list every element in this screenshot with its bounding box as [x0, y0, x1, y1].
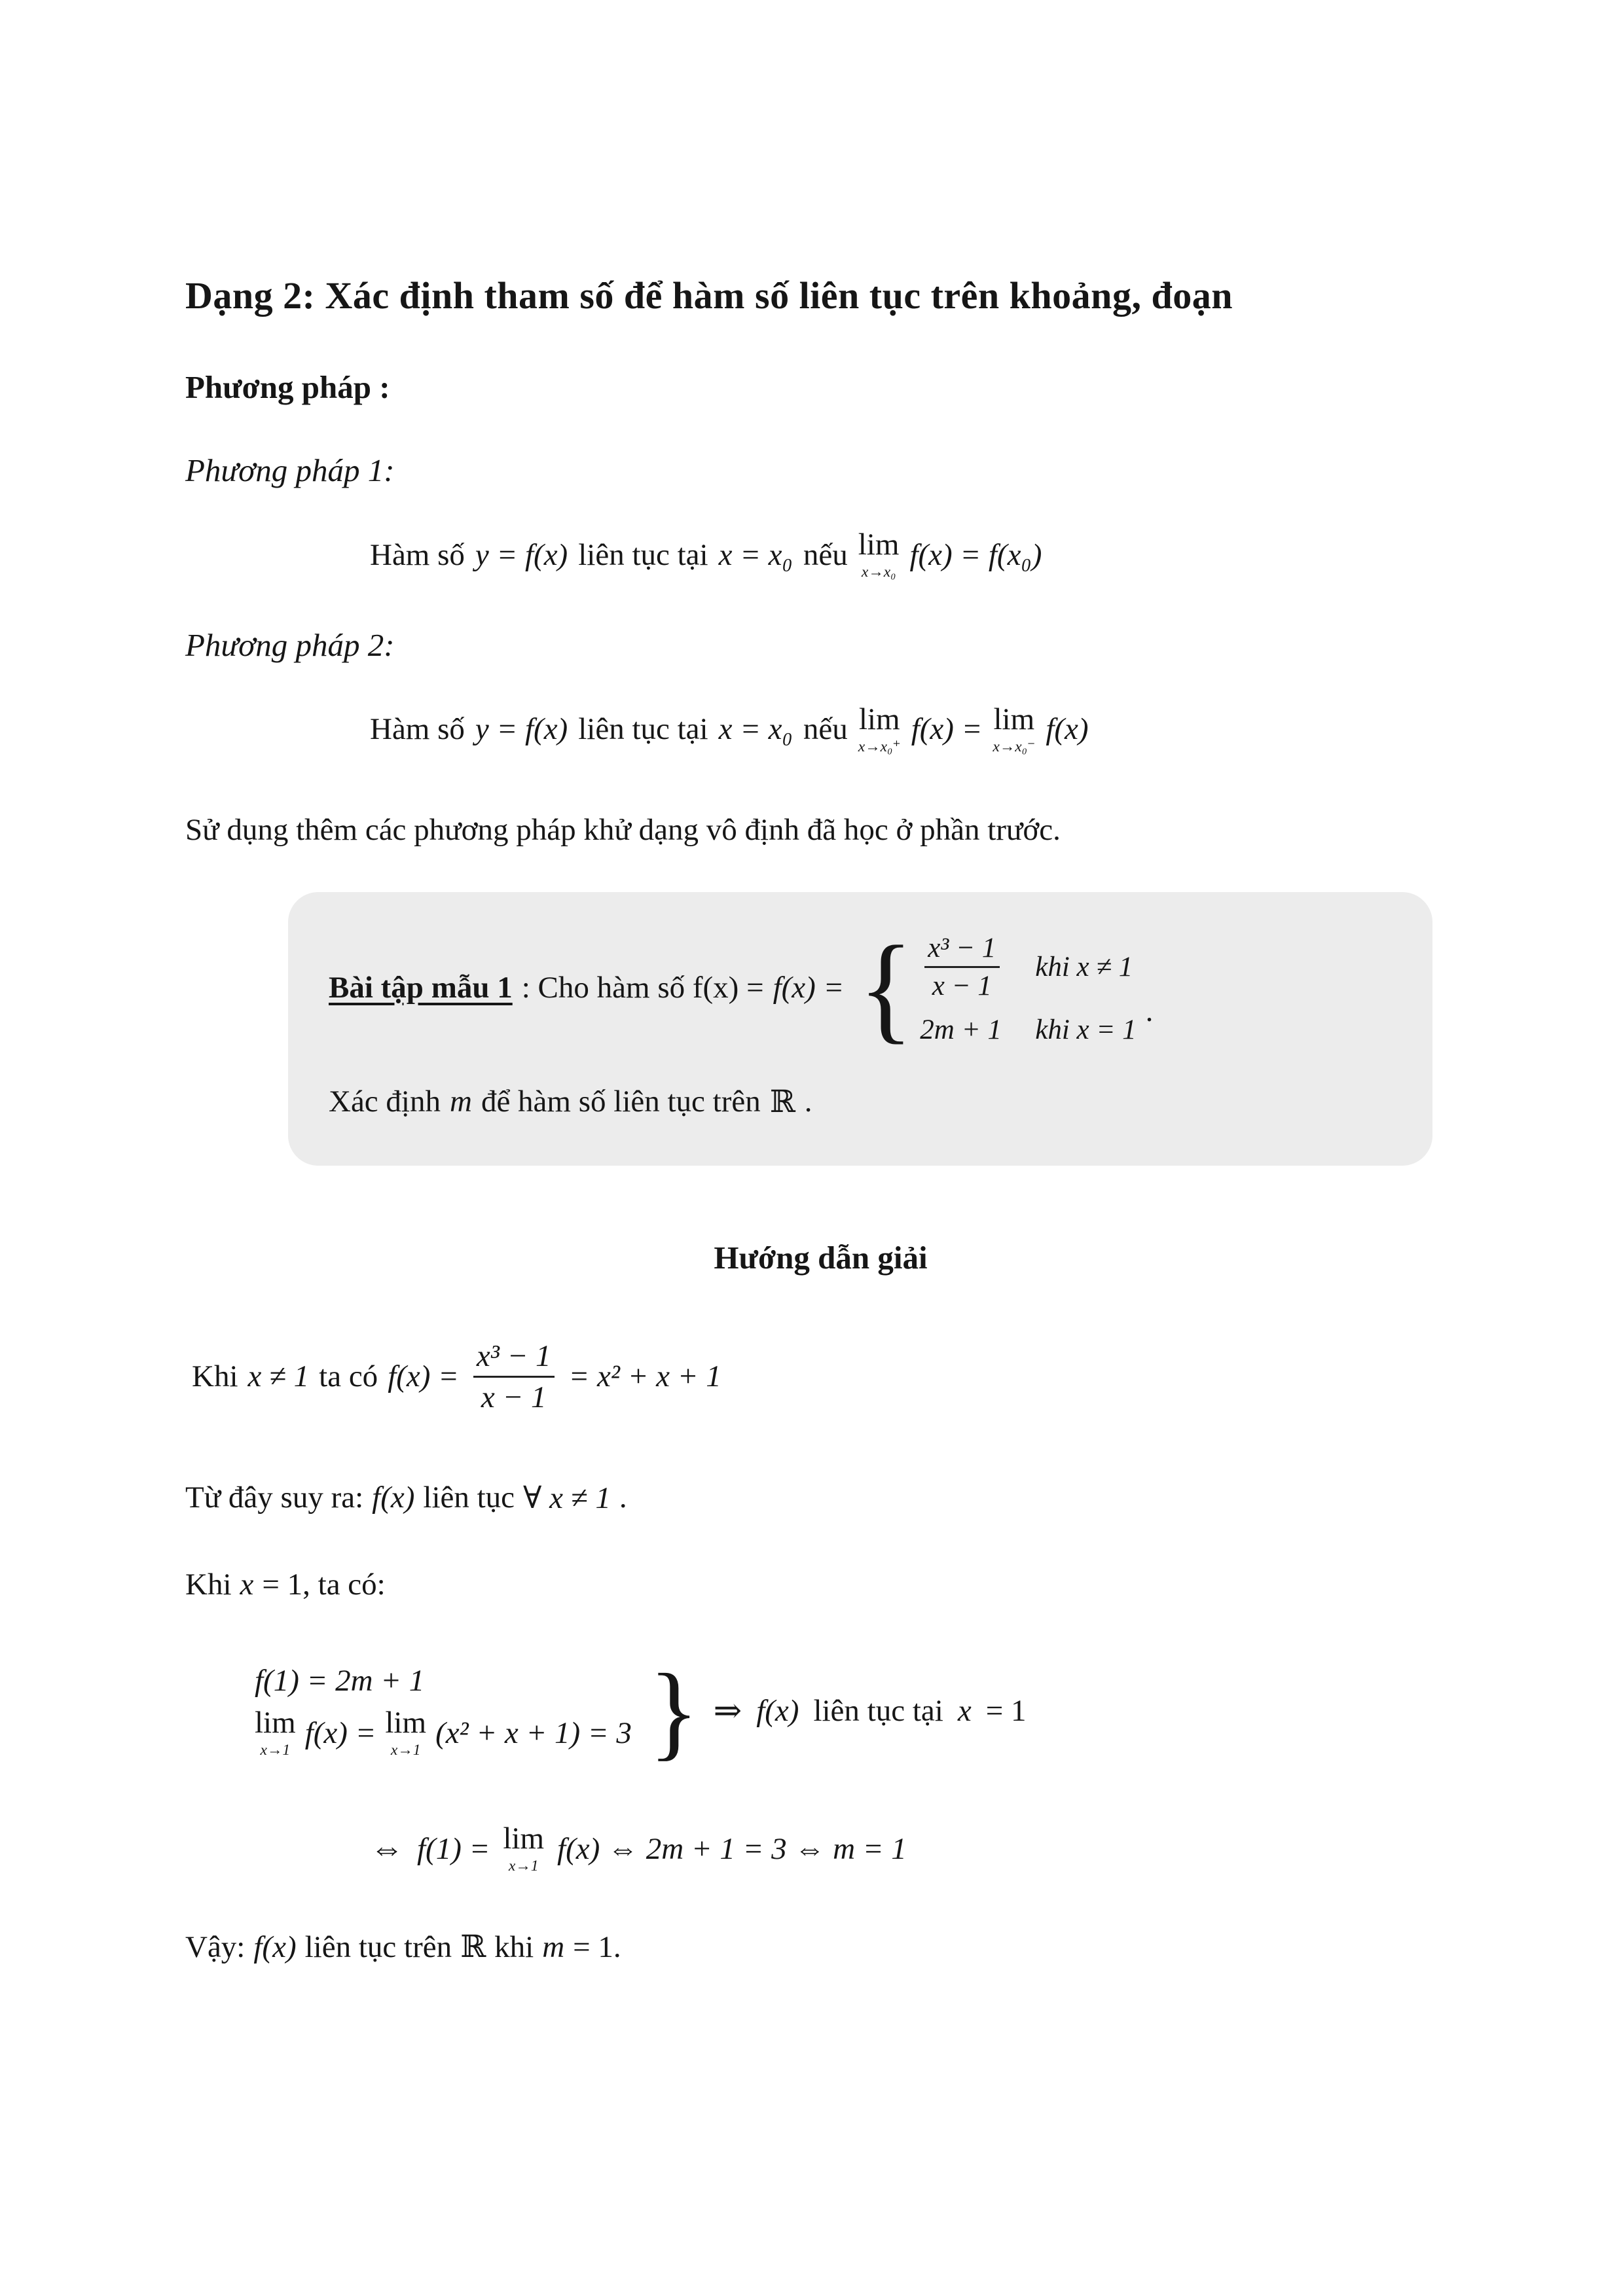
open-brace: { — [858, 921, 914, 1054]
math-fx-eq: f(x) = — [388, 1359, 459, 1394]
text-ta-co: = 1, ta có: — [262, 1567, 386, 1602]
math-yfx: y = f(x) — [475, 537, 568, 572]
method2-label: Phương pháp 2: — [185, 626, 395, 663]
limit-operator — [503, 1823, 544, 1874]
math-fx-eq: f(x) = — [773, 971, 845, 1005]
system-line-2 — [255, 1708, 632, 1759]
example-label: Bài tập mẫu 1 — [329, 971, 513, 1005]
fraction-numerator: x³ − 1 — [476, 1338, 551, 1373]
piecewise-rows — [920, 930, 1136, 1046]
fraction-numerator: x³ − 1 — [928, 933, 996, 963]
text-lien-tuc-tren: liên tục trên — [304, 1929, 452, 1964]
math-x-x0: x = x₀ — [718, 712, 793, 747]
system-equations — [255, 1663, 632, 1759]
limit-subscript: x→1 — [260, 1742, 291, 1759]
limit-subscript: x→x₀ — [861, 564, 896, 581]
math-forall: ∀ x ≠ 1 — [523, 1480, 611, 1515]
math-m: m — [542, 1929, 565, 1964]
limit-word: lim — [858, 702, 900, 736]
method-heading: Phương pháp : — [185, 369, 390, 405]
limit-word: lim — [503, 1821, 545, 1856]
text-ham-so: Hàm số — [370, 712, 465, 747]
fraction-denominator: x − 1 — [924, 966, 1000, 1004]
implies-arrow: ⇒ — [713, 1692, 742, 1730]
task-pre: Xác định — [329, 1085, 441, 1119]
note-text: Sử dụng thêm các phương pháp khử dạng vô định đã học ở phần trước. — [185, 813, 1061, 847]
limit-subscript: x→x₀⁺ — [858, 738, 901, 755]
case-condition-2: khi x = 1 — [1035, 1014, 1137, 1045]
math-yfx: y = f(x) — [475, 712, 568, 747]
math-m: m — [449, 1085, 472, 1119]
solution-line-2 — [185, 1480, 1456, 1516]
case-condition-1: khi x ≠ 1 — [1035, 952, 1133, 983]
math-x: x — [240, 1567, 254, 1602]
text-eq-1: = 1. — [573, 1929, 621, 1964]
sentence-period: . — [1145, 994, 1154, 1028]
example-statement — [329, 921, 1392, 1054]
text-neu: nếu — [803, 537, 848, 572]
limit-operator-right — [858, 704, 901, 755]
text-ta-co: ta có — [319, 1359, 378, 1394]
case-value-2: 2m + 1 — [920, 1014, 1002, 1045]
task-end: . — [804, 1085, 812, 1119]
text-lien-tuc-tai: liên tục tại — [578, 712, 708, 747]
limit-word: lim — [993, 702, 1035, 736]
limit-subscript: x→1 — [390, 1742, 421, 1759]
text-lien-tuc-tai: liên tục tại — [813, 1693, 943, 1728]
solution-line-1 — [192, 1336, 1456, 1417]
method1-label: Phương pháp 1: — [185, 452, 395, 488]
limit-operator — [858, 529, 900, 581]
solution-line-3 — [185, 1567, 1456, 1602]
math-x-x0: x = x₀ — [718, 537, 793, 572]
limit-word: lim — [385, 1706, 427, 1740]
math-x: x — [957, 1693, 972, 1728]
example-intro: : Cho hàm số f(x) = — [521, 971, 764, 1005]
limit-operator-left — [993, 704, 1035, 755]
equivalence-chain — [370, 1823, 1456, 1874]
system-line-1: f(1) = 2m + 1 — [255, 1664, 425, 1698]
text-neu: nếu — [803, 712, 848, 747]
task-mid: để hàm số liên tục trên — [481, 1085, 761, 1119]
sentence-period: . — [619, 1480, 627, 1515]
method1-formula — [370, 529, 1456, 581]
math-fx: f(x) — [372, 1480, 415, 1515]
text-khi: Khi — [192, 1359, 238, 1394]
limit-operator — [255, 1708, 296, 1759]
math-expansion: (x² + x + 1) = 3 — [435, 1715, 632, 1750]
math-simplified: = x² + x + 1 — [568, 1359, 721, 1394]
math-fx: f(x) — [1046, 712, 1089, 747]
limit-subscript: x→x₀⁻ — [993, 738, 1036, 755]
math-f1-eq: f(1) = — [417, 1831, 490, 1866]
text-khi: khi — [494, 1929, 534, 1964]
math-real-set: ℝ — [769, 1085, 795, 1119]
math-x-ne-1: x ≠ 1 — [247, 1359, 310, 1394]
limit-word: lim — [255, 1706, 296, 1740]
close-brace: } — [648, 1651, 699, 1770]
math-rhs: f(x) = f(x₀) — [909, 537, 1042, 572]
text-khi: Khi — [185, 1567, 232, 1602]
example-task — [329, 1084, 1392, 1120]
text-ham-so: Hàm số — [370, 537, 465, 572]
piecewise-definition — [858, 921, 1137, 1054]
conclusion-line — [185, 1929, 1456, 1965]
solution-heading: Hướng dẫn giải — [714, 1239, 928, 1276]
limit-subscript: x→1 — [508, 1857, 539, 1874]
math-fx-eq: f(x) = — [304, 1715, 376, 1750]
limit-word: lim — [858, 528, 900, 562]
text-vay: Vậy: — [185, 1929, 246, 1964]
method2-formula — [370, 704, 1456, 755]
limit-operator — [385, 1708, 426, 1759]
fraction — [920, 930, 1004, 1005]
math-real-set: ℝ — [460, 1930, 486, 1965]
text-tu-day: Từ đây suy ra: — [185, 1480, 364, 1515]
text-lien-tuc-tai: liên tục tại — [578, 537, 708, 572]
page-title: Dạng 2: Xác định tham số để hàm số liên tục trên khoảng, đoạn — [185, 274, 1233, 317]
math-fx: f(x) — [756, 1693, 799, 1728]
text-eq-1: = 1 — [985, 1693, 1027, 1728]
math-chain-rest: f(x) ⇔ 2m + 1 = 3 ⇔ m = 1 — [557, 1831, 907, 1866]
iff-arrow: ⇔ — [370, 1830, 404, 1868]
example-box — [288, 892, 1432, 1166]
fraction — [469, 1336, 559, 1417]
fraction-denominator: x − 1 — [473, 1376, 555, 1417]
math-fx: f(x) — [253, 1929, 297, 1964]
system-block — [255, 1651, 1456, 1770]
math-fx-eq: f(x) = — [911, 712, 983, 747]
text-lien-tuc: liên tục — [423, 1480, 515, 1515]
